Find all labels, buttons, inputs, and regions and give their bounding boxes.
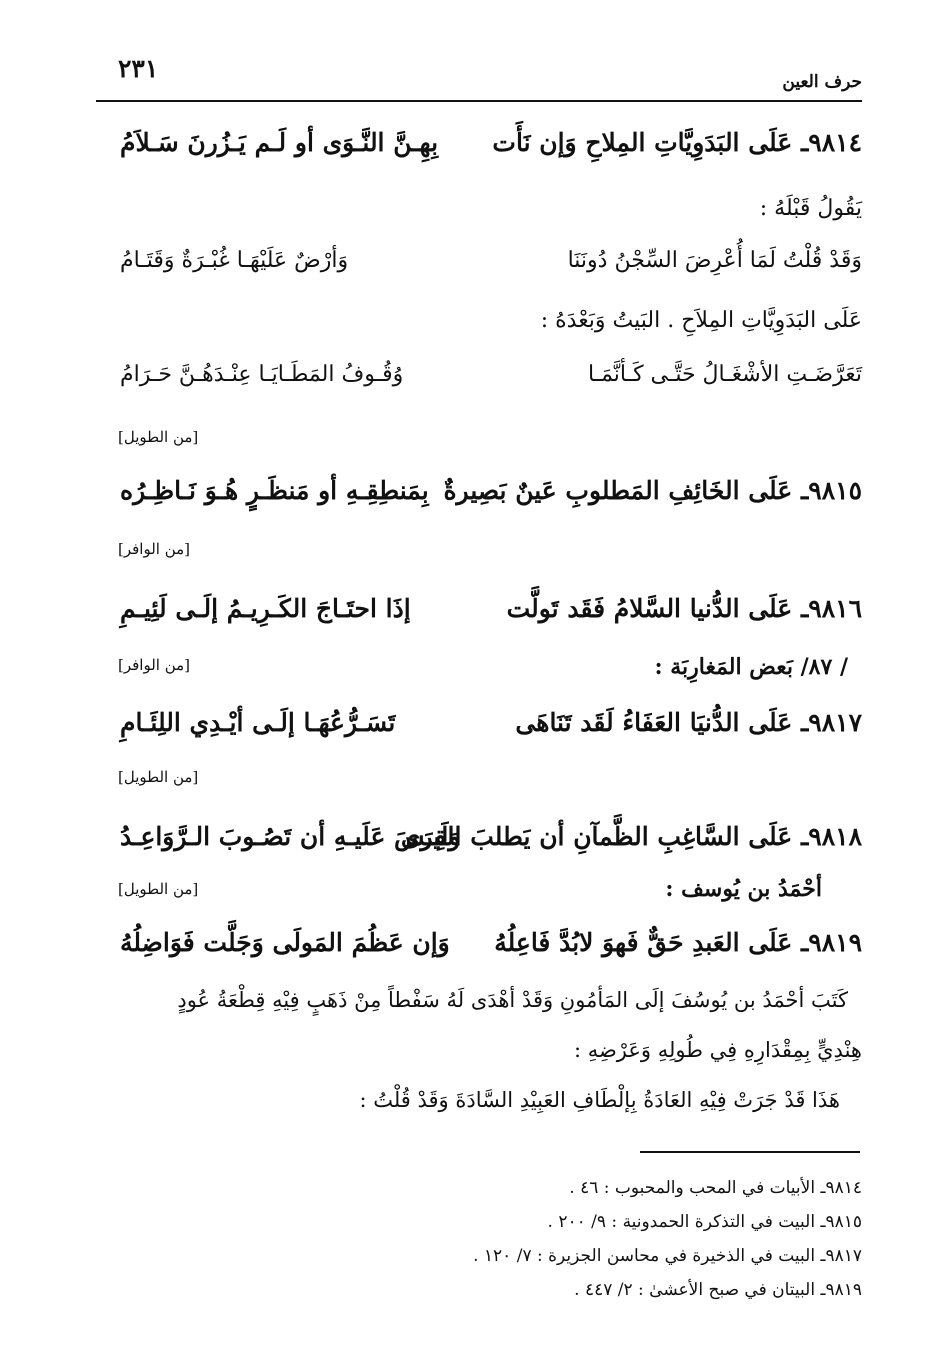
verse-9816-second-hemistich: إذَا احتَـاجَ الكَـرِيـمُ إلَـى لَئِيـمِ [120,594,411,623]
meter-label: [من الوافر] [118,540,191,558]
prose-line: كَتَبَ أحْمَدُ بن يُوسُفَ إلَى المَأمُونِ وَقَدْ أهْدَى لَهُ سَفْطاً مِنْ ذَهَبٍ فِيْهِ قِطْعَةُ عُودٍ [177,988,848,1012]
intro-text: عَلَى البَدَوِيَّاتِ المِلاَحِ . البَيتُ وَبَعْدَهُ : [540,308,862,333]
meter-label: [من الطويل] [118,428,199,446]
verse-9819-first-hemistich: ٩٨١٩ـ عَلَى العَبدِ حَقٌّ فَهوَ لابُدَّ فَاعِلُهُ [494,928,862,957]
verse-9814-first-hemistich: ٩٨١٤ـ عَلَى البَدَوِيَّاتِ المِلاحِ وَإن نَأَت [492,128,862,157]
verse-9817-second-hemistich: تَسَـرُّعُهَـا إلَـى أيْـدِي اللِئَـامِ [120,708,396,737]
meter-label: [من الطويل] [118,880,199,898]
footnote-rule [640,1151,860,1153]
intro-text: يَقُولُ قَبْلَهُ : [759,196,862,221]
verse-first-hemistich: وَقَدْ قُلْتُ لَمَا أُعْرِضَ السِّجْنُ دُونَنَا [567,248,862,273]
verse-9819-second-hemistich: وَإن عَظُمَ المَولَى وَجَلَّت فَوَاضِلُهُ [120,928,450,957]
running-header: حرف العين [782,72,862,92]
verse-9818-second-hemistich: وَلَيـسَ عَلَيـهِ أن تَصُـوبَ الـرَّوَاعِـدُ [120,822,461,851]
verse-first-hemistich: تَعَرَّضَـتِ الأشْغَـالُ حَتَّـى كَـأنَّمَـا [587,362,862,387]
prose-line: هِنْدِيٍّ بِمِقْدَارِهِ فِي طُولِهِ وَعَرْضِهِ : [573,1038,862,1062]
verse-second-hemistich: وُقُـوفُ المَطَـايَـا عِنْـدَهُـنَّ حَـرَامُ [120,362,404,387]
verse-9817-first-hemistich: ٩٨١٧ـ عَلَى الدُّنيَا العَفَاءُ لَقَد تَنَاهَى [515,708,862,737]
verse-9816-first-hemistich: ٩٨١٦ـ عَلَى الدُّنيا السَّلامُ فَقَد تَولَّت [506,594,862,623]
meter-label: [من الطويل] [118,768,199,786]
footnote: ٩٨١٩ـ البيتان في صبح الأعشىٰ : ٢/ ٤٤٧ . [574,1280,862,1300]
meter-label: [من الوافر] [118,656,191,674]
page-number: ٢٣١ [118,54,159,83]
verse-9814-second-hemistich: بِهِـنَّ النَّـوَى أو لَـم يَـزُرنَ سَـلاَمُ [120,128,439,157]
verse-second-hemistich: وَأرْضٌ عَلَيْهَـا غُبْـرَةٌ وَقَتَـامُ [120,248,349,273]
attribution-text: أحْمَدُ بن يُوسف : [665,876,822,902]
footnote: ٩٨١٥ـ البيت في التذكرة الحمدونية : ٩/ ٢٠٠ . [547,1212,862,1232]
verse-9815-first-hemistich: ٩٨١٥ـ عَلَى الخَائِفِ المَطلوبِ عَينٌ بَصِيرةٌ [443,476,862,505]
header-rule [96,100,862,102]
footnote: ٩٨١٧ـ البيت في الذخيرة في محاسن الجزيرة : ٧/ ١٢٠ . [473,1246,862,1266]
footnote: ٩٨١٤ـ الأبيات في المحب والمحبوب : ٤٦ . [569,1178,862,1198]
prose-line: هَذَا قَدْ جَرَتْ فِيْهِ العَادَةُ بِإلْطَافِ العَبِيْدِ السَّادَةَ وَقَدْ قُلْتُ : [359,1088,840,1112]
attribution-text: / ٨٧/ بَعض المَغارِبَة : [654,654,848,680]
verse-9818-first-hemistich: ٩٨١٨ـ عَلَى السَّاغِبِ الظَّمآنِ أن يَطلبَ القِرَى [400,822,862,851]
verse-9815-second-hemistich: بِمَنطِقِـهِ أو مَنظَـرٍ هُـوَ نَـاظِـرُه [120,476,429,505]
